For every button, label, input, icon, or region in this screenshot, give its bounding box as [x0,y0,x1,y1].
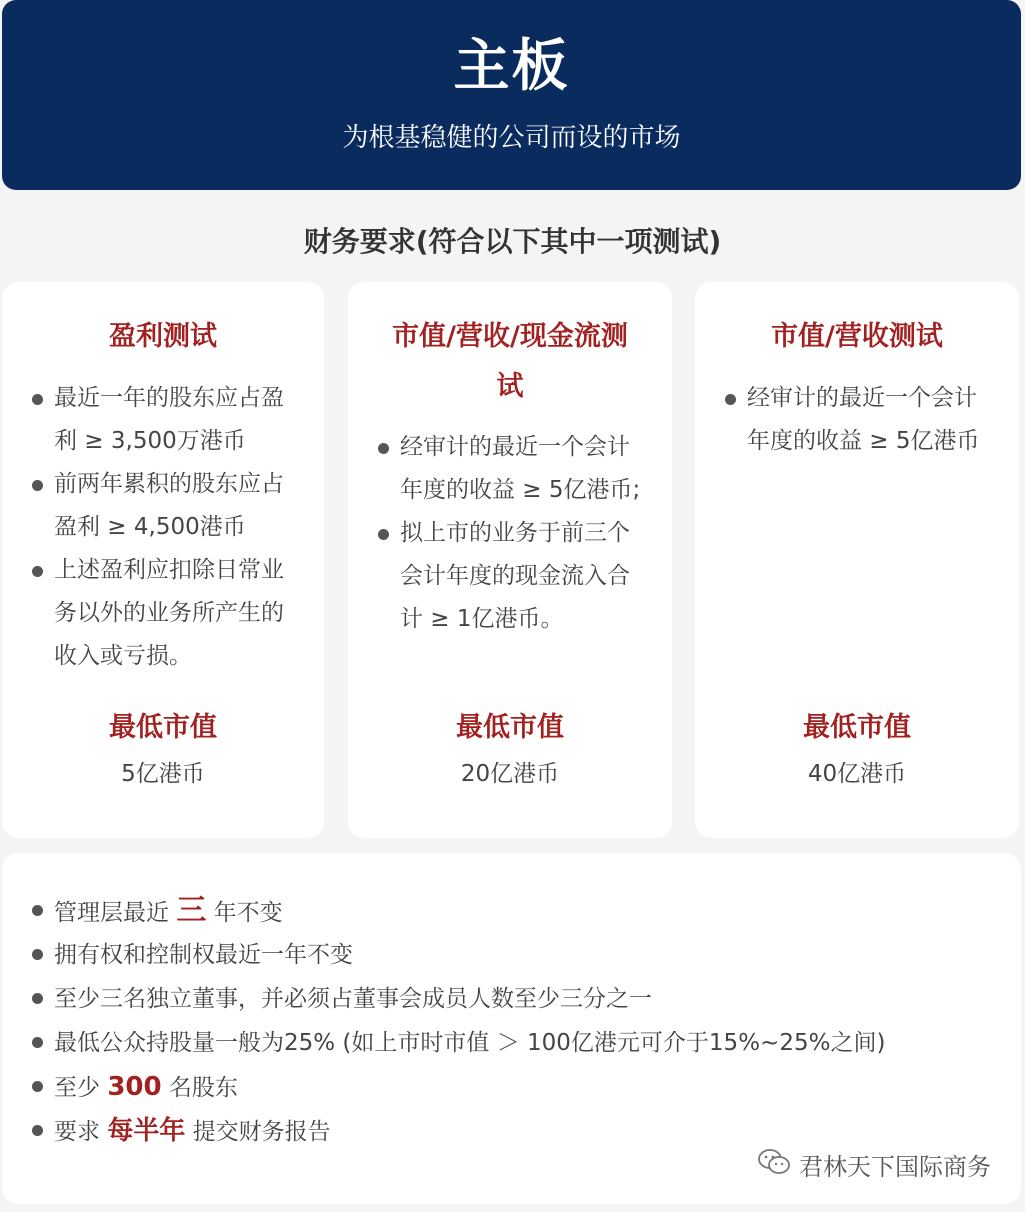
page-title: 主板 [453,34,570,99]
card-criteria-list [30,377,300,678]
hero-banner [2,0,1021,190]
page-subtitle: 为根基稳健的公司而设的市场 [342,123,681,153]
card-title: 盈利测试 [109,321,217,352]
list-item: 经审计的最近一个会计年度的收益 ≥ 5亿港币; [376,426,648,512]
highlight-number: 300 [107,1072,162,1102]
requirement-text: 管理层最近 [54,900,169,926]
list-item: 上述盈利应扣除日常业务以外的业务所产生的收入或亏损。 [30,549,300,678]
requirement-text: 提交财务报告 [192,1119,331,1145]
requirement-text: 年不变 [213,900,283,926]
min-market-cap-value: 20亿港币 [460,761,560,787]
highlight-number: 三 [176,893,207,928]
list-item: 拟上市的业务于前三个会计年度的现金流入合计 ≥ 1亿港币。 [376,512,648,641]
highlight-text: 每半年 [107,1116,186,1146]
min-market-cap-label: 最低市值 [109,712,217,743]
watermark-text: 君林天下国际商务 [799,1153,991,1181]
requirements-list [30,889,1001,1153]
wechat-icon [757,1148,791,1182]
cashflow-test-card [348,282,672,838]
list-item [30,889,1001,933]
list-item: 经审计的最近一个会计年度的收益 ≥ 5亿港币 [723,377,995,463]
requirement-text: 至少 [54,1075,100,1101]
list-item [30,1065,1001,1109]
list-item: 至少三名独立董事，并必须占董事会成员人数至少三分之一 [30,977,1001,1021]
watermark [757,1147,991,1182]
requirement-text: 名股东 [168,1075,238,1101]
list-item: 最低公众持股量一般为25% (如上市时市值 ＞ 100亿港元可介于15%~25%之间) [30,1021,1001,1065]
card-title: 市值/营收测试 [771,321,943,352]
card-title: 市值/营收/现金流测试 [392,321,628,402]
profit-test-card [2,282,324,838]
card-criteria-list [723,377,995,463]
financial-requirements-heading: 财务要求(符合以下其中一项测试) [303,225,722,258]
card-criteria-list [376,426,648,641]
min-market-cap-value: 40亿港币 [807,761,907,787]
min-market-cap-label: 最低市值 [803,712,911,743]
list-item: 最近一年的股东应占盈利 ≥ 3,500万港币 [30,377,300,463]
min-market-cap-label: 最低市值 [456,712,564,743]
list-item: 前两年累积的股东应占盈利 ≥ 4,500港币 [30,463,300,549]
requirement-text: 要求 [54,1119,100,1145]
revenue-test-card [695,282,1019,838]
list-item: 拥有权和控制权最近一年不变 [30,933,1001,977]
min-market-cap-value: 5亿港币 [121,761,205,787]
